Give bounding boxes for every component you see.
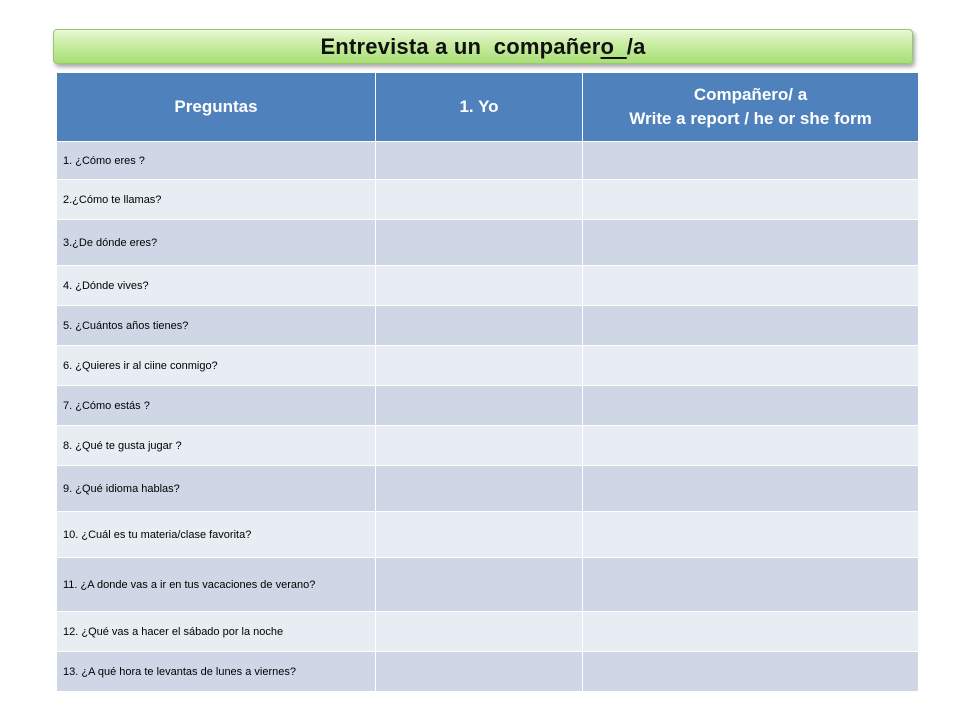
title-banner [53,29,913,64]
title-suffix: /a [626,33,646,59]
question-cell: 7. ¿Cómo estás ? [57,386,376,426]
title-underlined-part: o [600,33,627,59]
table-row [57,346,919,386]
answer-yo-cell[interactable] [376,612,583,652]
answer-yo-cell[interactable] [376,346,583,386]
answer-companero-cell[interactable] [583,180,919,220]
answer-companero-cell[interactable] [583,346,919,386]
page-title [320,34,645,60]
answer-yo-cell[interactable] [376,512,583,558]
answer-companero-cell[interactable] [583,142,919,180]
header-companero [583,73,919,142]
question-cell: 3.¿De dónde eres? [57,220,376,266]
question-cell: 9. ¿Qué idioma hablas? [57,466,376,512]
table-row [57,142,919,180]
table-row [57,512,919,558]
answer-companero-cell[interactable] [583,512,919,558]
title-prefix: Entrevista a un compañer [320,33,601,59]
answer-companero-cell[interactable] [583,466,919,512]
answer-yo-cell[interactable] [376,652,583,692]
question-cell: 11. ¿A donde vas a ir en tus vacaciones de verano? [57,558,376,612]
question-cell: 8. ¿Qué te gusta jugar ? [57,426,376,466]
answer-yo-cell[interactable] [376,558,583,612]
table-row [57,180,919,220]
table-row [57,220,919,266]
answer-companero-cell[interactable] [583,612,919,652]
table-row [57,426,919,466]
question-cell: 6. ¿Quieres ir al ciine conmigo? [57,346,376,386]
answer-companero-cell[interactable] [583,220,919,266]
header-companero-line1: Compañero/ a [693,85,808,104]
answer-companero-cell[interactable] [583,306,919,346]
question-cell: 2.¿Cómo te llamas? [57,180,376,220]
answer-yo-cell[interactable] [376,266,583,306]
interview-table [56,72,919,692]
table-body [57,142,919,692]
question-cell: 12. ¿Qué vas a hacer el sábado por la noche [57,612,376,652]
question-cell: 1. ¿Cómo eres ? [57,142,376,180]
answer-yo-cell[interactable] [376,466,583,512]
answer-yo-cell[interactable] [376,180,583,220]
answer-yo-cell[interactable] [376,426,583,466]
header-row [57,73,919,142]
answer-companero-cell[interactable] [583,266,919,306]
header-preguntas: Preguntas [57,73,376,142]
table-row [57,266,919,306]
header-companero-line2: Write a report / he or she form [629,109,872,128]
answer-companero-cell[interactable] [583,426,919,466]
question-cell: 10. ¿Cuál es tu materia/clase favorita? [57,512,376,558]
answer-companero-cell[interactable] [583,652,919,692]
answer-yo-cell[interactable] [376,306,583,346]
table-row [57,612,919,652]
question-cell: 4. ¿Dónde vives? [57,266,376,306]
answer-yo-cell[interactable] [376,142,583,180]
answer-yo-cell[interactable] [376,220,583,266]
table-row [57,386,919,426]
table-row [57,306,919,346]
answer-yo-cell[interactable] [376,386,583,426]
table-row [57,652,919,692]
question-cell: 5. ¿Cuántos años tienes? [57,306,376,346]
table-row [57,466,919,512]
answer-companero-cell[interactable] [583,558,919,612]
question-cell: 13. ¿A qué hora te levantas de lunes a viernes? [57,652,376,692]
header-yo: 1. Yo [376,73,583,142]
table-row [57,558,919,612]
answer-companero-cell[interactable] [583,386,919,426]
